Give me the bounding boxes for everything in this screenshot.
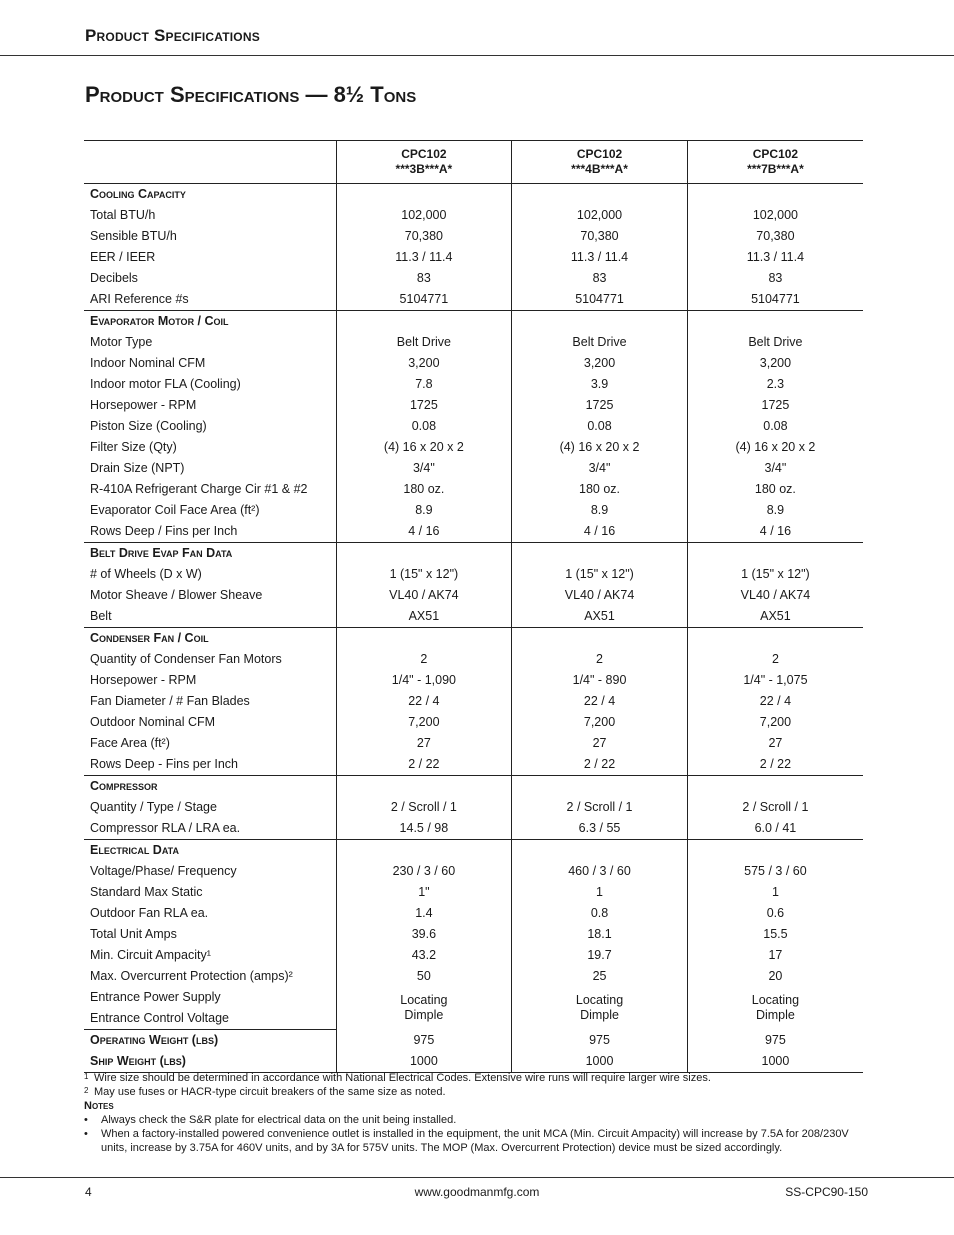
spec-value: VL40 / AK74: [512, 585, 688, 606]
spec-value: 6.0 / 41: [687, 818, 863, 840]
note-item: [84, 1113, 874, 1127]
spec-value: 2 / 22: [512, 754, 688, 776]
spec-label: Standard Max Static: [90, 885, 203, 899]
section-blank-cell: [336, 311, 512, 333]
spec-value: 39.6: [336, 924, 512, 945]
spec-value: 27: [512, 733, 688, 754]
model-header: [512, 141, 688, 184]
spec-value: (4) 16 x 20 x 2: [512, 437, 688, 458]
spec-value: 22 / 4: [687, 691, 863, 712]
weight-label: Ship Weight (lbs): [84, 1051, 336, 1073]
spec-label: # of Wheels (D x W): [90, 567, 202, 581]
table-row: [84, 670, 863, 691]
spec-value: 11.3 / 11.4: [336, 247, 512, 268]
spec-value: 1725: [687, 395, 863, 416]
spec-value: 2: [512, 649, 688, 670]
weight-label: Operating Weight (lbs): [90, 1033, 219, 1047]
section-blank-cell: [512, 543, 688, 565]
spec-value: 8.9: [336, 500, 512, 521]
table-row: [84, 585, 863, 606]
entrance-value: [512, 987, 688, 1030]
spec-label: Decibels: [90, 271, 138, 285]
spec-value: 1: [687, 882, 863, 903]
section-blank-cell: [687, 311, 863, 333]
section-blank-cell: [512, 184, 688, 206]
model-header: [336, 141, 512, 184]
spec-label: Indoor motor FLA (Cooling): [90, 377, 241, 391]
table-row: [84, 691, 863, 712]
note-text: When a factory-installed powered convenience outlet is installed in the equipment, the unit MCA (Min. Circuit Ampacity) will increase by 7.5A for 208/230V units, increase by 3.75A for 460V units, and by 3A for 575V units. The MOP (Max. Overcurrent Protection) device must be sized accordingly.: [101, 1128, 849, 1154]
spec-value: 102,000: [336, 205, 512, 226]
table-row: [84, 332, 863, 353]
spec-value: 8.9: [512, 500, 688, 521]
table-row: [84, 797, 863, 818]
section-blank-cell: [336, 184, 512, 206]
model-name: CPC102: [576, 147, 623, 161]
footer-divider: [0, 1177, 954, 1178]
spec-value: 1": [336, 882, 512, 903]
spec-value: 180 oz.: [687, 479, 863, 500]
spec-value: AX51: [687, 606, 863, 628]
entrance-value-line: Dimple: [755, 1008, 795, 1023]
spec-value: 2: [336, 649, 512, 670]
spec-value: 3/4": [687, 458, 863, 479]
spec-value: 4 / 16: [512, 521, 688, 543]
section-header-row: [84, 840, 863, 862]
table-row: [84, 987, 863, 1008]
spec-label: Evaporator Coil Face Area (ft²): [90, 503, 260, 517]
spec-label: Outdoor Fan RLA ea.: [90, 906, 209, 920]
spec-label: ARI Reference #s: [84, 289, 336, 311]
spec-value: 27: [336, 733, 512, 754]
table-row: [84, 395, 863, 416]
spec-value: 3/4": [512, 458, 688, 479]
spec-value: 2 / Scroll / 1: [687, 797, 863, 818]
spec-value: 180 oz.: [512, 479, 688, 500]
spec-label: Max. Overcurrent Protection (amps)²: [90, 969, 293, 983]
spec-value: 7,200: [336, 712, 512, 733]
entrance-value-line: Dimple: [580, 1008, 619, 1023]
document-id: SS-CPC90-150: [785, 1185, 868, 1199]
table-row: [84, 754, 863, 776]
section-blank-cell: [336, 840, 512, 862]
weight-row: [84, 1030, 863, 1052]
spec-label: Voltage/Phase/ Frequency: [90, 864, 237, 878]
spec-value: 5104771: [512, 289, 688, 311]
table-row: [84, 226, 863, 247]
table-row: [84, 966, 863, 987]
spec-value: 15.5: [687, 924, 863, 945]
model-suffix: ***3B***A*: [395, 162, 453, 176]
spec-value: Belt Drive: [512, 332, 688, 353]
entrance-value: [687, 987, 863, 1030]
spec-value: 1 (15" x 12"): [336, 564, 512, 585]
spec-value: 3/4": [336, 458, 512, 479]
spec-value: Belt Drive: [687, 332, 863, 353]
footnote-text: Wire size should be determined in accordance with National Electrical Codes. Extensive wire runs will require larger wire sizes.: [94, 1072, 711, 1084]
footnote-text: May use fuses or HACR-type circuit breakers of the same size as noted.: [94, 1086, 446, 1098]
weight-value: 975: [512, 1030, 688, 1052]
spec-value: 1 (15" x 12"): [512, 564, 688, 585]
spec-label: Rows Deep - Fins per Inch: [84, 754, 336, 776]
spec-value: 3,200: [512, 353, 688, 374]
section-title: Compressor: [90, 779, 158, 793]
spec-value: 3,200: [687, 353, 863, 374]
spec-value: 5104771: [336, 289, 512, 311]
bullet-icon: •: [84, 1114, 88, 1126]
section-header-row: [84, 776, 863, 798]
table-row: [84, 564, 863, 585]
spec-label: Total BTU/h: [90, 208, 156, 222]
spec-value: 27: [687, 733, 863, 754]
note-item: [84, 1127, 874, 1155]
table-row: [84, 882, 863, 903]
spec-label: Horsepower - RPM: [90, 398, 197, 412]
spec-label: Sensible BTU/h: [90, 229, 177, 243]
section-blank-cell: [512, 311, 688, 333]
entrance-value-line: Locating: [575, 993, 624, 1008]
spec-label: Rows Deep / Fins per Inch: [84, 521, 336, 543]
footnotes: [84, 1071, 874, 1155]
section-header-row: [84, 628, 863, 650]
table-row: [84, 649, 863, 670]
table-row: [84, 818, 863, 840]
spec-value: 3,200: [336, 353, 512, 374]
section-blank-cell: [512, 628, 688, 650]
bullet-icon: •: [84, 1128, 88, 1140]
spec-value: 7,200: [687, 712, 863, 733]
spec-value: 0.08: [336, 416, 512, 437]
entrance-value: [336, 987, 512, 1030]
spec-label: Quantity of Condenser Fan Motors: [90, 652, 282, 666]
spec-label: Piston Size (Cooling): [90, 419, 207, 433]
table-row: [84, 733, 863, 754]
spec-value: 19.7: [512, 945, 688, 966]
entrance-value-line: Locating: [751, 993, 800, 1008]
spec-label: Motor Sheave / Blower Sheave: [90, 588, 263, 602]
footnote: [84, 1071, 874, 1085]
model-header: [687, 141, 863, 184]
page-title: Product Specifications — 8½ Tons: [85, 82, 417, 107]
spec-value: 2 / 22: [336, 754, 512, 776]
footnote: [84, 1085, 874, 1099]
model-suffix: ***7B***A*: [747, 162, 804, 176]
spec-value: Belt Drive: [336, 332, 512, 353]
spec-value: 0.08: [687, 416, 863, 437]
spec-value: 7,200: [512, 712, 688, 733]
spec-value: 70,380: [512, 226, 688, 247]
spec-value: (4) 16 x 20 x 2: [336, 437, 512, 458]
model-header-row: [84, 141, 863, 184]
model-name: CPC102: [752, 147, 799, 161]
spec-label: Compressor RLA / LRA ea.: [84, 818, 336, 840]
table-row: [84, 903, 863, 924]
spec-value: 102,000: [687, 205, 863, 226]
section-blank-cell: [687, 776, 863, 798]
spec-body: [84, 184, 863, 1073]
weight-row: [84, 1051, 863, 1073]
table-row: [84, 247, 863, 268]
table-row: [84, 374, 863, 395]
section-header-row: [84, 184, 863, 206]
spec-value: 4 / 16: [336, 521, 512, 543]
spec-label: Drain Size (NPT): [90, 461, 185, 475]
entrance-value-line: Dimple: [404, 1008, 444, 1023]
table-row: [84, 458, 863, 479]
table-row: [84, 205, 863, 226]
spec-value: 0.8: [512, 903, 688, 924]
weight-value: 975: [336, 1030, 512, 1052]
spec-value: 180 oz.: [336, 479, 512, 500]
spec-value: 2 / 22: [687, 754, 863, 776]
table-row: [84, 416, 863, 437]
section-title: Cooling Capacity: [90, 187, 186, 201]
table-row: [84, 712, 863, 733]
section-blank-cell: [512, 776, 688, 798]
spec-value: 83: [512, 268, 688, 289]
section-blank-cell: [687, 840, 863, 862]
section-title: Evaporator Motor / Coil: [90, 314, 229, 328]
section-blank-cell: [687, 628, 863, 650]
spec-label: Fan Diameter / # Fan Blades: [90, 694, 250, 708]
spec-value: 6.3 / 55: [512, 818, 688, 840]
spec-value: 25: [512, 966, 688, 987]
spec-label: Face Area (ft²): [90, 736, 170, 750]
spec-label: Indoor Nominal CFM: [90, 356, 206, 370]
table-row: [84, 606, 863, 628]
table-row: [84, 289, 863, 311]
table-row: [84, 500, 863, 521]
spec-value: 2.3: [687, 374, 863, 395]
spec-value: 2 / Scroll / 1: [336, 797, 512, 818]
note-text: Always check the S&R plate for electrical data on the unit being installed.: [101, 1114, 457, 1126]
spec-value: 11.3 / 11.4: [687, 247, 863, 268]
spec-value: 1.4: [336, 903, 512, 924]
header-divider: [0, 55, 954, 56]
spec-value: (4) 16 x 20 x 2: [687, 437, 863, 458]
spec-value: 102,000: [512, 205, 688, 226]
spec-label: R-410A Refrigerant Charge Cir #1 & #2: [90, 482, 308, 496]
spec-value: 1/4" - 1,090: [336, 670, 512, 691]
spec-value: 230 / 3 / 60: [336, 861, 512, 882]
table-row: [84, 861, 863, 882]
section-blank-cell: [336, 628, 512, 650]
spec-label: Entrance Power Supply: [90, 990, 221, 1004]
table-row: [84, 521, 863, 543]
section-title: Condenser Fan / Coil: [90, 631, 209, 645]
spec-value: VL40 / AK74: [336, 585, 512, 606]
spec-value: 1 (15" x 12"): [687, 564, 863, 585]
weight-value: 1000: [512, 1051, 688, 1073]
weight-value: 1000: [336, 1051, 512, 1073]
section-title: Electrical Data: [90, 843, 179, 857]
spec-value: 2 / Scroll / 1: [512, 797, 688, 818]
header-title: Product Specifications: [85, 26, 260, 45]
spec-value: 18.1: [512, 924, 688, 945]
table-row: [84, 353, 863, 374]
spec-value: 8.9: [687, 500, 863, 521]
entrance-value-line: Locating: [400, 993, 448, 1008]
spec-value: 0.6: [687, 903, 863, 924]
spec-value: 83: [336, 268, 512, 289]
spec-table: [84, 140, 863, 1073]
table-row: [84, 945, 863, 966]
model-name: CPC102: [401, 147, 447, 161]
spec-value: 43.2: [336, 945, 512, 966]
spec-value: 0.08: [512, 416, 688, 437]
footnote-mark: 1: [84, 1072, 89, 1081]
spec-value: 14.5 / 98: [336, 818, 512, 840]
spec-value: AX51: [336, 606, 512, 628]
model-suffix: ***4B***A*: [571, 162, 628, 176]
section-blank-cell: [336, 543, 512, 565]
table-row: [84, 479, 863, 500]
section-header-row: [84, 543, 863, 565]
spec-value: VL40 / AK74: [687, 585, 863, 606]
spec-label: Outdoor Nominal CFM: [90, 715, 216, 729]
table-row: [84, 437, 863, 458]
spec-label: Belt: [84, 606, 336, 628]
spec-label: Motor Type: [90, 335, 153, 349]
spec-value: 7.8: [336, 374, 512, 395]
spec-value: 460 / 3 / 60: [512, 861, 688, 882]
section-blank-cell: [512, 840, 688, 862]
spec-value: 83: [687, 268, 863, 289]
spec-value: 1725: [512, 395, 688, 416]
spec-value: AX51: [512, 606, 688, 628]
spec-value: 2: [687, 649, 863, 670]
table-row: [84, 924, 863, 945]
spec-value: 70,380: [336, 226, 512, 247]
website-link[interactable]: www.goodmanmfg.com: [414, 1185, 540, 1199]
spec-value: 1/4" - 890: [512, 670, 688, 691]
spec-label: Min. Circuit Ampacity¹: [90, 948, 211, 962]
section-title: Belt Drive Evap Fan Data: [90, 546, 233, 560]
spec-value: 1725: [336, 395, 512, 416]
spec-value: 1: [512, 882, 688, 903]
spec-value: 5104771: [687, 289, 863, 311]
spec-label: Quantity / Type / Stage: [90, 800, 217, 814]
table-row: [84, 268, 863, 289]
section-blank-cell: [336, 776, 512, 798]
spec-value: 4 / 16: [687, 521, 863, 543]
weight-value: 1000: [687, 1051, 863, 1073]
spec-value: 22 / 4: [512, 691, 688, 712]
spec-value: 70,380: [687, 226, 863, 247]
spec-value: 22 / 4: [336, 691, 512, 712]
spec-value: 11.3 / 11.4: [512, 247, 688, 268]
spec-value: 3.9: [512, 374, 688, 395]
section-header-row: [84, 311, 863, 333]
spec-value: 50: [336, 966, 512, 987]
spec-value: 575 / 3 / 60: [687, 861, 863, 882]
spec-label: Horsepower - RPM: [90, 673, 197, 687]
page-number: 4: [85, 1185, 92, 1199]
spec-label: EER / IEER: [90, 250, 156, 264]
spec-value: 1/4" - 1,075: [687, 670, 863, 691]
spec-label: Total Unit Amps: [90, 927, 177, 941]
spec-label: Filter Size (Qty): [90, 440, 177, 454]
section-blank-cell: [687, 543, 863, 565]
spec-value: 17: [687, 945, 863, 966]
footnote-mark: 2: [84, 1086, 89, 1095]
notes-heading: Notes: [84, 1100, 114, 1112]
spec-value: 20: [687, 966, 863, 987]
header-blank: [84, 141, 336, 184]
weight-value: 975: [687, 1030, 863, 1052]
spec-label: Entrance Control Voltage: [84, 1008, 336, 1030]
section-blank-cell: [687, 184, 863, 206]
